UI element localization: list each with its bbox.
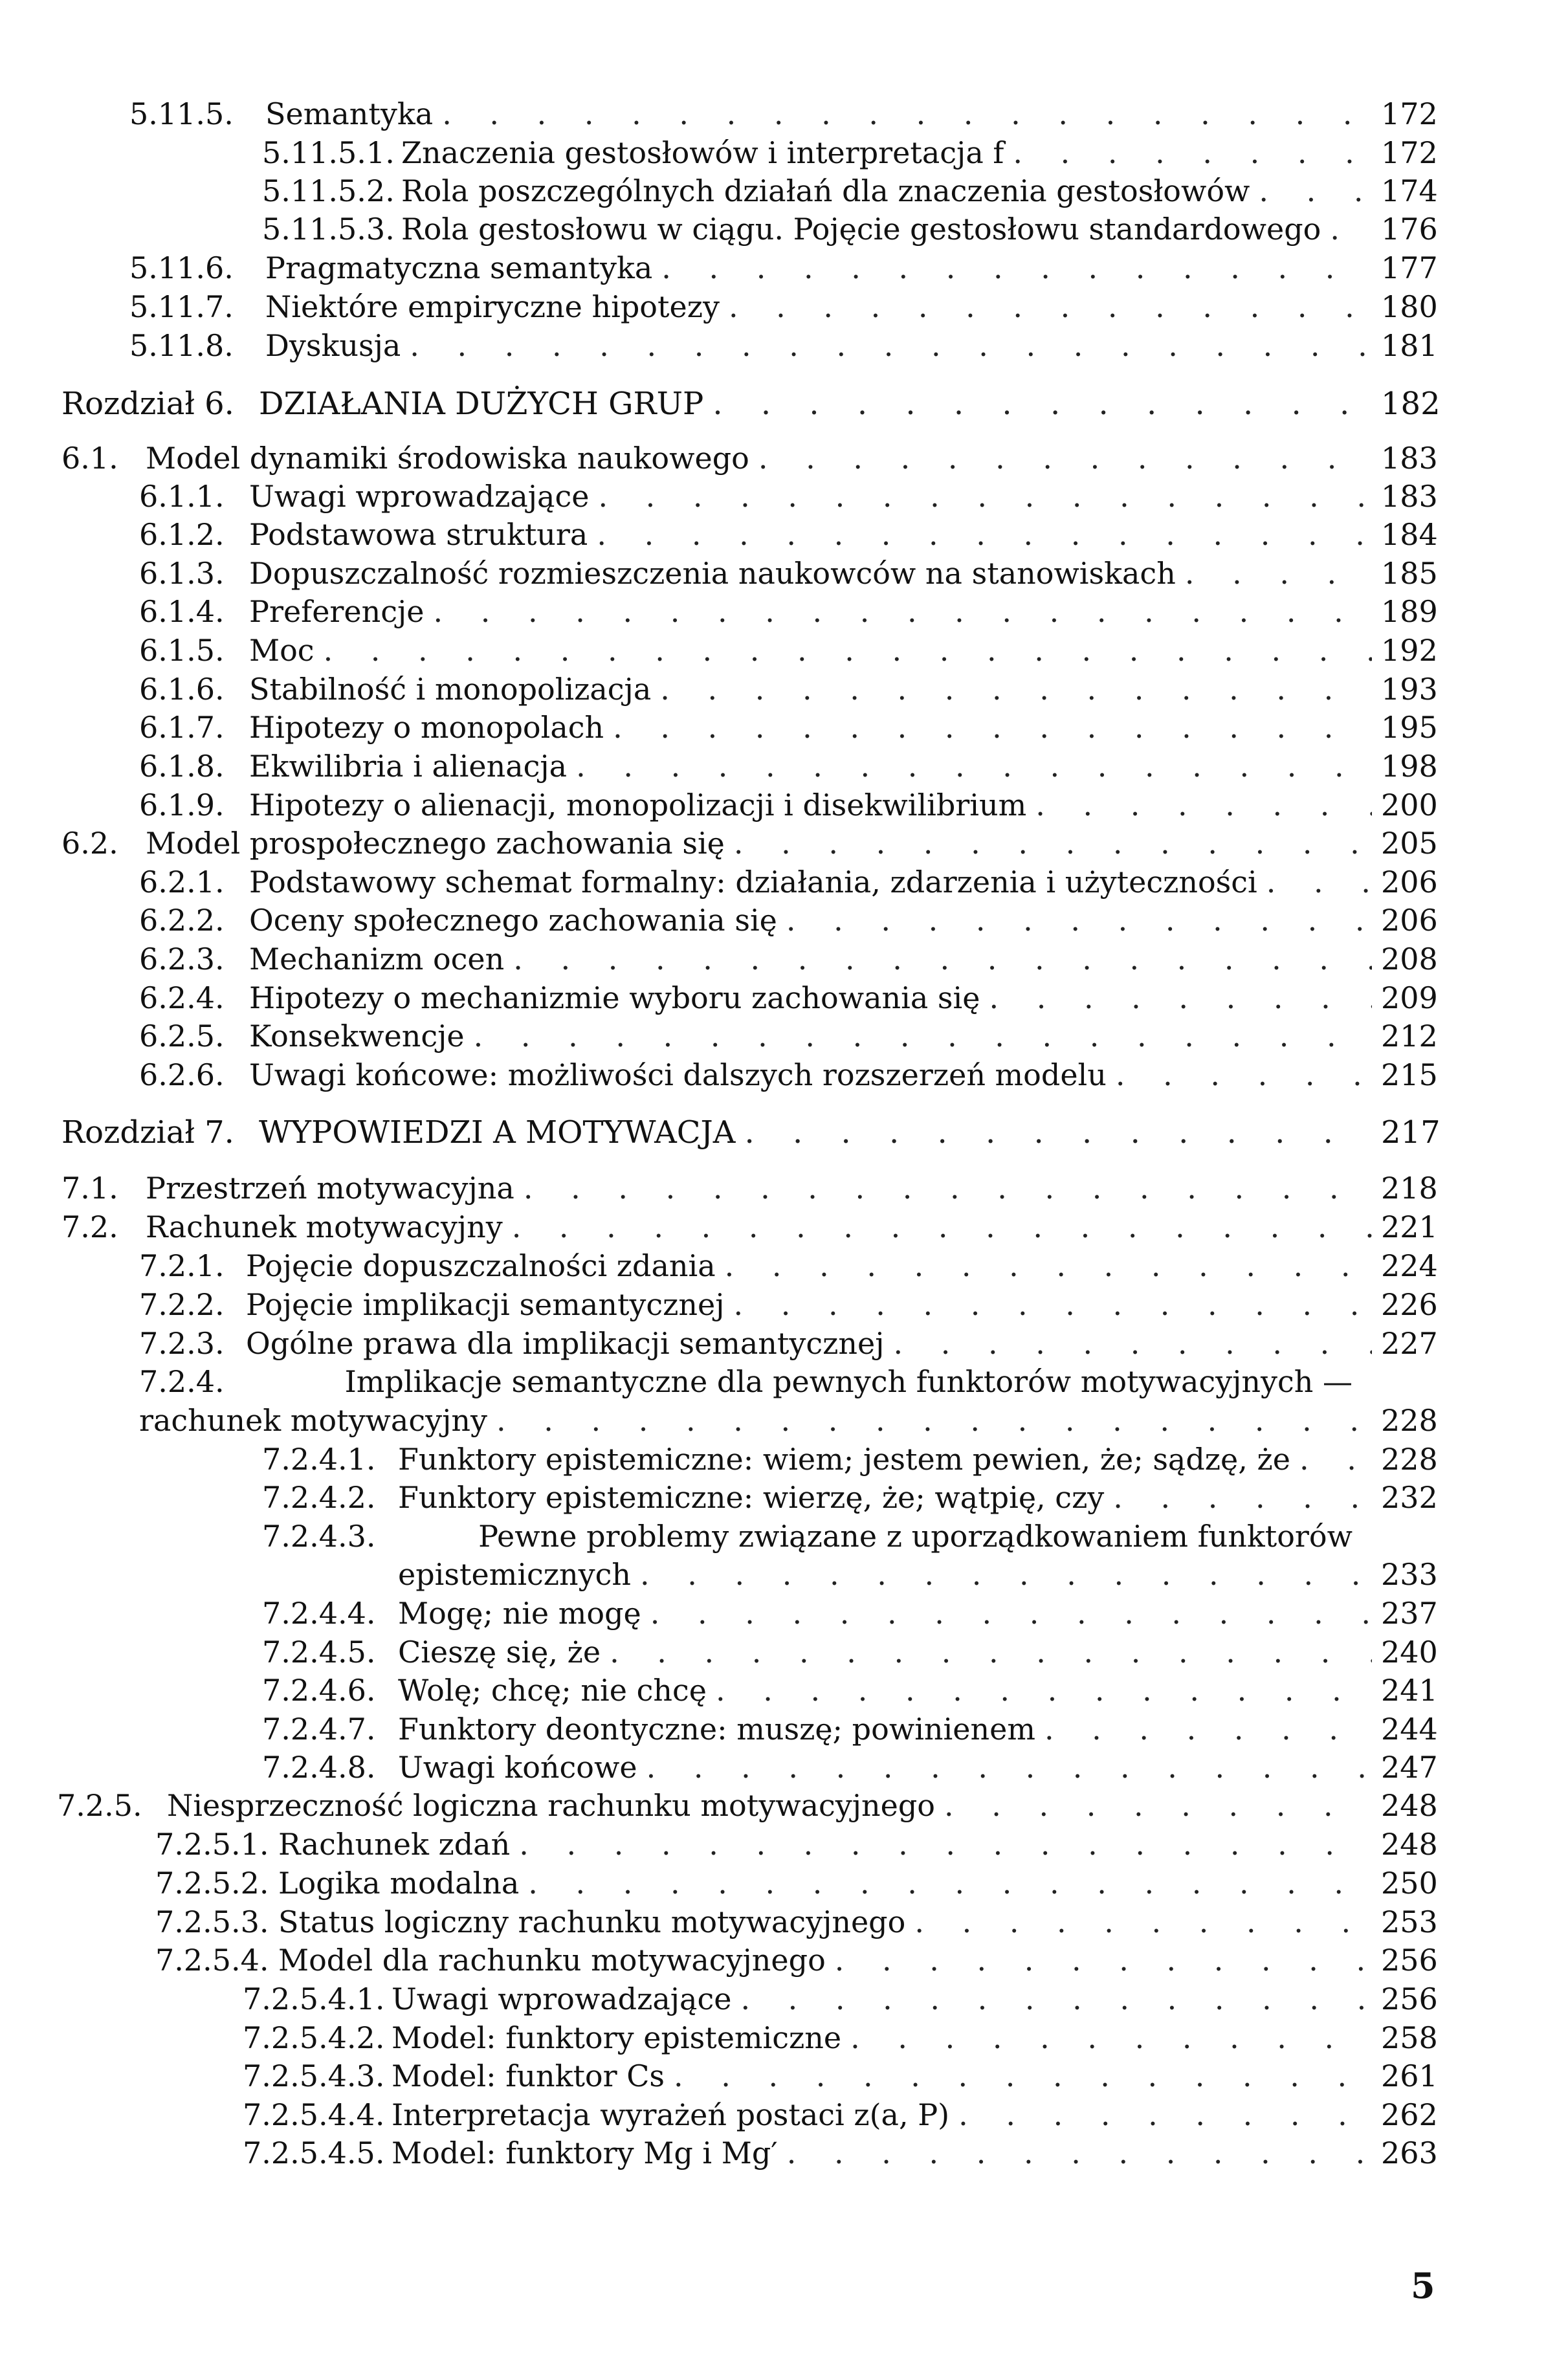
page-ref: 174	[1381, 173, 1438, 208]
section-number: 7.2.5.4.	[155, 1943, 269, 1978]
section-title: Rachunek motywacyjny	[146, 1209, 503, 1244]
toc-entry	[262, 1749, 1437, 1785]
dot-leader	[716, 1672, 1372, 1708]
section-title: Mogę; nie mogę	[398, 1596, 641, 1631]
page-ref: 200	[1381, 788, 1438, 822]
page-ref: 184	[1381, 517, 1438, 552]
toc-entry	[243, 2097, 1437, 2133]
toc-entry	[129, 327, 1437, 364]
dot-leader	[734, 1286, 1372, 1323]
section-number: 7.2.5.2.	[155, 1866, 269, 1901]
section-title: Status logiczny rachunku motywacyjnego	[278, 1904, 906, 1939]
section-title: Wolę; chcę; nie chcę	[398, 1673, 707, 1708]
section-title: Uwagi wprowadzające	[249, 479, 590, 514]
section-title: Preferencje	[249, 594, 425, 629]
section-title: Uwagi końcowe	[398, 1750, 637, 1785]
toc-entry	[139, 1018, 1437, 1054]
section-number: 7.2.4.3.	[262, 1519, 376, 1554]
section-title: Logika modalna	[278, 1866, 520, 1901]
toc-entry	[61, 1170, 1437, 1206]
page-ref: 172	[1381, 96, 1438, 131]
section-title: Podstawowy schemat formalny: działania, zdarzenia i użyteczności	[249, 865, 1257, 900]
toc-entry	[262, 1479, 1437, 1516]
toc-entry	[139, 555, 1437, 591]
page-ref: 250	[1381, 1866, 1438, 1901]
page-ref: 180	[1381, 289, 1438, 324]
section-number: 7.2.5.3.	[155, 1904, 269, 1939]
toc-entry	[398, 1556, 1437, 1593]
page-ref: 183	[1381, 441, 1438, 476]
page-ref: 240	[1381, 1635, 1438, 1670]
page-ref: 181	[1381, 328, 1438, 363]
toc-entry	[155, 1826, 1437, 1862]
dot-leader	[944, 1787, 1372, 1824]
section-title: Model: funktor Cs	[392, 2058, 665, 2093]
page-ref: 232	[1381, 1480, 1438, 1515]
dot-leader	[528, 1865, 1372, 1901]
toc-entry	[139, 1402, 1437, 1439]
page-ref: 205	[1381, 826, 1438, 861]
dot-leader	[640, 1556, 1372, 1593]
dot-leader	[1266, 864, 1372, 900]
page-ref: 261	[1381, 2058, 1438, 2093]
toc-entry	[243, 2020, 1437, 2056]
section-title: Stabilność i monopolizacja	[249, 672, 652, 707]
dot-leader	[787, 2135, 1372, 2171]
page-ref: 215	[1381, 1057, 1438, 1092]
dot-leader	[1299, 1441, 1372, 1477]
dot-leader	[989, 980, 1372, 1016]
section-number: 7.2.2.	[139, 1287, 225, 1322]
toc-entry	[155, 1942, 1437, 1978]
section-number: 7.2.1.	[139, 1248, 225, 1283]
dot-leader	[1035, 787, 1372, 823]
section-number: 7.2.3.	[139, 1326, 225, 1361]
page-ref: 189	[1381, 594, 1438, 629]
page-ref: 195	[1381, 710, 1438, 745]
dot-leader	[1185, 555, 1372, 591]
page-ref: 192	[1381, 633, 1438, 668]
dot-leader	[958, 2097, 1372, 2133]
toc-entry	[243, 2135, 1437, 2171]
page-ref: 227	[1381, 1326, 1438, 1361]
page-ref: 177	[1381, 250, 1438, 285]
toc-entry	[139, 902, 1437, 938]
chapter-number: Rozdział 6.	[61, 386, 234, 422]
section-title: Semantyka	[265, 96, 434, 131]
toc-entry	[139, 787, 1437, 823]
dot-leader	[519, 1826, 1372, 1862]
dot-leader	[729, 289, 1372, 325]
page-ref: 172	[1381, 135, 1438, 170]
toc-entry	[262, 1634, 1437, 1670]
page-ref: 218	[1381, 1171, 1438, 1206]
section-number: 7.2.4.7.	[262, 1712, 376, 1747]
page-ref: 241	[1381, 1673, 1438, 1708]
section-number: 7.2.5.4.3.	[243, 2058, 385, 2093]
section-title: Hipotezy o monopolach	[249, 710, 604, 745]
dot-leader	[725, 1248, 1372, 1284]
toc-entry	[262, 1595, 1437, 1631]
page-ref: 247	[1381, 1750, 1438, 1785]
toc-entry	[262, 1711, 1437, 1747]
page-ref: 233	[1381, 1557, 1438, 1592]
dot-leader	[324, 632, 1372, 668]
section-title: Pojęcie implikacji semantycznej	[246, 1287, 725, 1322]
toc-entry	[139, 709, 1437, 745]
section-title: Przestrzeń motywacyjna	[146, 1171, 514, 1206]
dot-leader	[712, 386, 1372, 422]
section-title: Pewne problemy związane z uporządkowaniem funktorów	[478, 1519, 1353, 1554]
dot-leader	[1113, 1479, 1372, 1516]
page-ref: 248	[1381, 1827, 1438, 1862]
section-number: 6.1.6.	[139, 672, 225, 707]
dot-leader	[442, 96, 1372, 132]
section-number: 7.2.	[61, 1209, 118, 1244]
section-title: Niektóre empiryczne hipotezy	[265, 289, 720, 324]
toc-entry	[139, 516, 1437, 553]
section-number: 6.1.7.	[139, 710, 225, 745]
toc-entry	[139, 1057, 1437, 1093]
page-ref: 208	[1381, 942, 1438, 977]
page-ref: 182	[1381, 386, 1441, 422]
dot-leader	[597, 516, 1372, 553]
section-title: Pragmatyczna semantyka	[265, 250, 653, 285]
chapter-number: Rozdział 7.	[61, 1114, 234, 1151]
dot-leader	[524, 1170, 1372, 1206]
toc-entry	[139, 593, 1437, 630]
section-number: 6.1.4.	[139, 594, 225, 629]
section-title: Mechanizm ocen	[249, 942, 505, 977]
section-number: 7.2.5.1.	[155, 1827, 269, 1862]
section-number: 7.1.	[61, 1171, 118, 1206]
section-number: 6.2.6.	[139, 1057, 225, 1092]
dot-leader	[1330, 211, 1372, 247]
page-ref: 263	[1381, 2136, 1438, 2170]
page-ref: 262	[1381, 2097, 1438, 2132]
section-number: 5.11.8.	[129, 328, 234, 363]
section-number: 6.1.9.	[139, 788, 225, 822]
page-ref: 228	[1381, 1442, 1438, 1477]
section-title: Model: funktory Mg i Mg′	[392, 2136, 778, 2170]
toc-entry	[155, 1904, 1437, 1940]
section-number: 5.11.5.3.	[262, 212, 395, 247]
dot-leader	[474, 1018, 1372, 1054]
section-number: 6.2.2.	[139, 903, 225, 938]
dot-leader	[434, 593, 1373, 630]
page-ref: 206	[1381, 903, 1438, 938]
section-number: 7.2.4.8.	[262, 1750, 376, 1785]
section-number: 6.1.5.	[139, 633, 225, 668]
section-number: 6.2.3.	[139, 942, 225, 977]
toc-entry	[139, 1363, 1353, 1400]
section-title: Pojęcie dopuszczalności zdania	[246, 1248, 716, 1283]
section-title: rachunek motywacyjny	[139, 1403, 487, 1438]
section-number: 7.2.5.4.4.	[243, 2097, 385, 2132]
toc-entry	[262, 1518, 1353, 1554]
page-ref: 256	[1381, 1981, 1438, 2016]
section-title: epistemicznych	[398, 1557, 632, 1592]
toc-entry	[262, 1672, 1437, 1708]
section-number: 7.2.4.2.	[262, 1480, 376, 1515]
section-title: Znaczenia gestosłowów i interpretacja f	[401, 135, 1004, 170]
page-ref: 206	[1381, 865, 1438, 900]
section-title: Niesprzeczność logiczna rachunku motywacyjnego	[167, 1788, 935, 1823]
toc-entry	[139, 1286, 1437, 1323]
section-number: 7.2.4.	[139, 1364, 225, 1399]
section-title: Model: funktory epistemiczne	[392, 2020, 842, 2055]
section-number: 6.2.1.	[139, 865, 225, 900]
dot-leader	[758, 440, 1372, 476]
section-number: 6.1.	[61, 441, 118, 476]
dot-leader	[1013, 135, 1372, 171]
section-number: 5.11.6.	[129, 250, 234, 285]
section-number: 6.2.5.	[139, 1019, 225, 1054]
section-title: Dyskusja	[265, 328, 401, 363]
section-title: Interpretacja wyrażeń postaci z(a, P)	[392, 2097, 950, 2132]
dot-leader	[598, 478, 1372, 514]
page-ref: 244	[1381, 1712, 1438, 1747]
page-ref: 256	[1381, 1943, 1438, 1978]
chapter-title: WYPOWIEDZI A MOTYWACJA	[259, 1114, 736, 1151]
section-title: Funktory deontyczne: muszę; powinienem	[398, 1712, 1035, 1747]
dot-leader	[914, 1904, 1372, 1940]
toc-entry	[139, 671, 1437, 707]
section-number: 7.2.4.1.	[262, 1442, 376, 1477]
toc-entry	[129, 289, 1437, 325]
toc-entry	[262, 135, 1437, 171]
toc-entry	[139, 980, 1437, 1016]
page-ref: 228	[1381, 1403, 1438, 1438]
section-number: 7.2.5.	[57, 1788, 142, 1823]
section-title: Uwagi wprowadzające	[392, 1981, 732, 2016]
chapter-title: DZIAŁANIA DUŻYCH GRUP	[259, 386, 704, 422]
section-title: Cieszę się, że	[398, 1635, 601, 1670]
section-title: Moc	[249, 633, 315, 668]
page-ref: 183	[1381, 479, 1438, 514]
toc-entry	[139, 1248, 1437, 1284]
section-number: 6.2.	[61, 826, 118, 861]
section-number: 7.2.4.6.	[262, 1673, 376, 1708]
section-title: Model prospołecznego zachowania się	[146, 826, 725, 861]
toc-entry	[61, 825, 1437, 861]
dot-leader	[496, 1402, 1372, 1439]
page-ref: 193	[1381, 672, 1438, 707]
section-number: 6.1.3.	[139, 556, 225, 591]
section-title: Ekwilibria i alienacja	[249, 749, 568, 784]
section-number: 5.11.5.	[129, 96, 234, 131]
dot-leader	[613, 709, 1372, 745]
toc-entry	[139, 748, 1437, 784]
dot-leader	[661, 250, 1372, 286]
section-title: Model dla rachunku motywacyjnego	[278, 1943, 826, 1978]
toc-entry	[139, 864, 1437, 900]
dot-leader	[646, 1749, 1372, 1785]
section-number: 5.11.5.1.	[262, 135, 395, 170]
page-ref: 237	[1381, 1596, 1438, 1631]
page-ref: 185	[1381, 556, 1438, 591]
page-ref: 224	[1381, 1248, 1438, 1283]
toc-entry	[139, 632, 1437, 668]
page-number: 5	[1411, 2265, 1435, 2306]
dot-leader	[1259, 173, 1372, 209]
page-ref: 253	[1381, 1904, 1438, 1939]
page-ref: 221	[1381, 1209, 1438, 1244]
dot-leader	[610, 1634, 1372, 1670]
toc-entry	[243, 2058, 1437, 2094]
section-title: Rola poszczególnych działań dla znaczenia gestosłowów	[401, 173, 1250, 208]
toc-entry	[139, 478, 1437, 514]
dot-leader	[410, 327, 1372, 364]
dot-leader	[786, 902, 1372, 938]
page-ref: 176	[1381, 212, 1438, 247]
section-number: 5.11.7.	[129, 289, 234, 324]
chapter-heading	[61, 386, 1441, 422]
toc-entry	[57, 1787, 1437, 1824]
page-ref: 258	[1381, 2020, 1438, 2055]
toc-entry	[61, 440, 1437, 476]
section-title: Rola gestosłowu w ciągu. Pojęcie gestosłowu standardowego	[401, 212, 1321, 247]
toc-entry	[155, 1865, 1437, 1901]
dot-leader	[1116, 1057, 1372, 1093]
section-title: Hipotezy o alienacji, monopolizacji i disekwilibrium	[249, 788, 1027, 822]
page-ref: 248	[1381, 1788, 1438, 1823]
section-title: Podstawowa struktura	[249, 517, 588, 552]
dot-leader	[650, 1595, 1372, 1631]
dot-leader	[576, 748, 1372, 784]
page-ref: 209	[1381, 980, 1438, 1015]
section-title: Rachunek zdań	[278, 1827, 511, 1862]
section-title: Model dynamiki środowiska naukowego	[146, 441, 749, 476]
dot-leader	[850, 2020, 1372, 2056]
section-number: 7.2.5.4.5.	[243, 2136, 385, 2170]
page-ref: 226	[1381, 1287, 1438, 1322]
chapter-heading	[61, 1114, 1441, 1151]
section-title: Konsekwencje	[249, 1019, 465, 1054]
page-ref: 212	[1381, 1019, 1438, 1054]
section-number: 6.1.1.	[139, 479, 225, 514]
dot-leader	[744, 1114, 1372, 1151]
section-number: 7.2.4.4.	[262, 1596, 376, 1631]
section-number: 6.1.2.	[139, 517, 225, 552]
dot-leader	[734, 825, 1372, 861]
section-number: 7.2.5.4.2.	[243, 2020, 385, 2055]
toc-entry	[262, 211, 1437, 247]
section-title: Funktory epistemiczne: wiem; jestem pewien, że; sądzę, że	[398, 1442, 1290, 1477]
section-title: Hipotezy o mechanizmie wyboru zachowania się	[249, 980, 980, 1015]
dot-leader	[513, 941, 1372, 977]
section-number: 6.2.4.	[139, 980, 225, 1015]
section-title: Dopuszczalność rozmieszczenia naukowców na stanowiskach	[249, 556, 1176, 591]
section-title: Oceny społecznego zachowania się	[249, 903, 777, 938]
section-number: 7.2.4.5.	[262, 1635, 376, 1670]
dot-leader	[512, 1209, 1372, 1245]
section-number: 5.11.5.2.	[262, 173, 395, 208]
page-ref: 217	[1381, 1114, 1441, 1151]
toc-entry	[262, 173, 1437, 209]
toc-entry	[139, 1325, 1437, 1362]
toc-entry	[61, 1209, 1437, 1245]
dot-leader	[740, 1981, 1372, 2017]
section-title: Uwagi końcowe: możliwości dalszych rozszerzeń modelu	[249, 1057, 1107, 1092]
section-number: 7.2.5.4.1.	[243, 1981, 385, 2016]
section-title: Funktory epistemiczne: wierzę, że; wątpię, czy	[398, 1480, 1105, 1515]
toc-entry	[129, 250, 1437, 286]
toc-entry	[243, 1981, 1437, 2017]
dot-leader	[674, 2058, 1372, 2094]
section-title: Ogólne prawa dla implikacji semantycznej	[246, 1326, 885, 1361]
toc-entry	[129, 96, 1437, 132]
dot-leader	[893, 1325, 1372, 1362]
toc-entry	[262, 1441, 1437, 1477]
section-title: Implikacje semantyczne dla pewnych funktorów motywacyjnych —	[344, 1364, 1353, 1399]
dot-leader	[835, 1942, 1372, 1978]
section-number: 6.1.8.	[139, 749, 225, 784]
dot-leader	[1044, 1711, 1372, 1747]
page-ref: 198	[1381, 749, 1438, 784]
dot-leader	[660, 671, 1372, 707]
toc-entry	[139, 941, 1437, 977]
